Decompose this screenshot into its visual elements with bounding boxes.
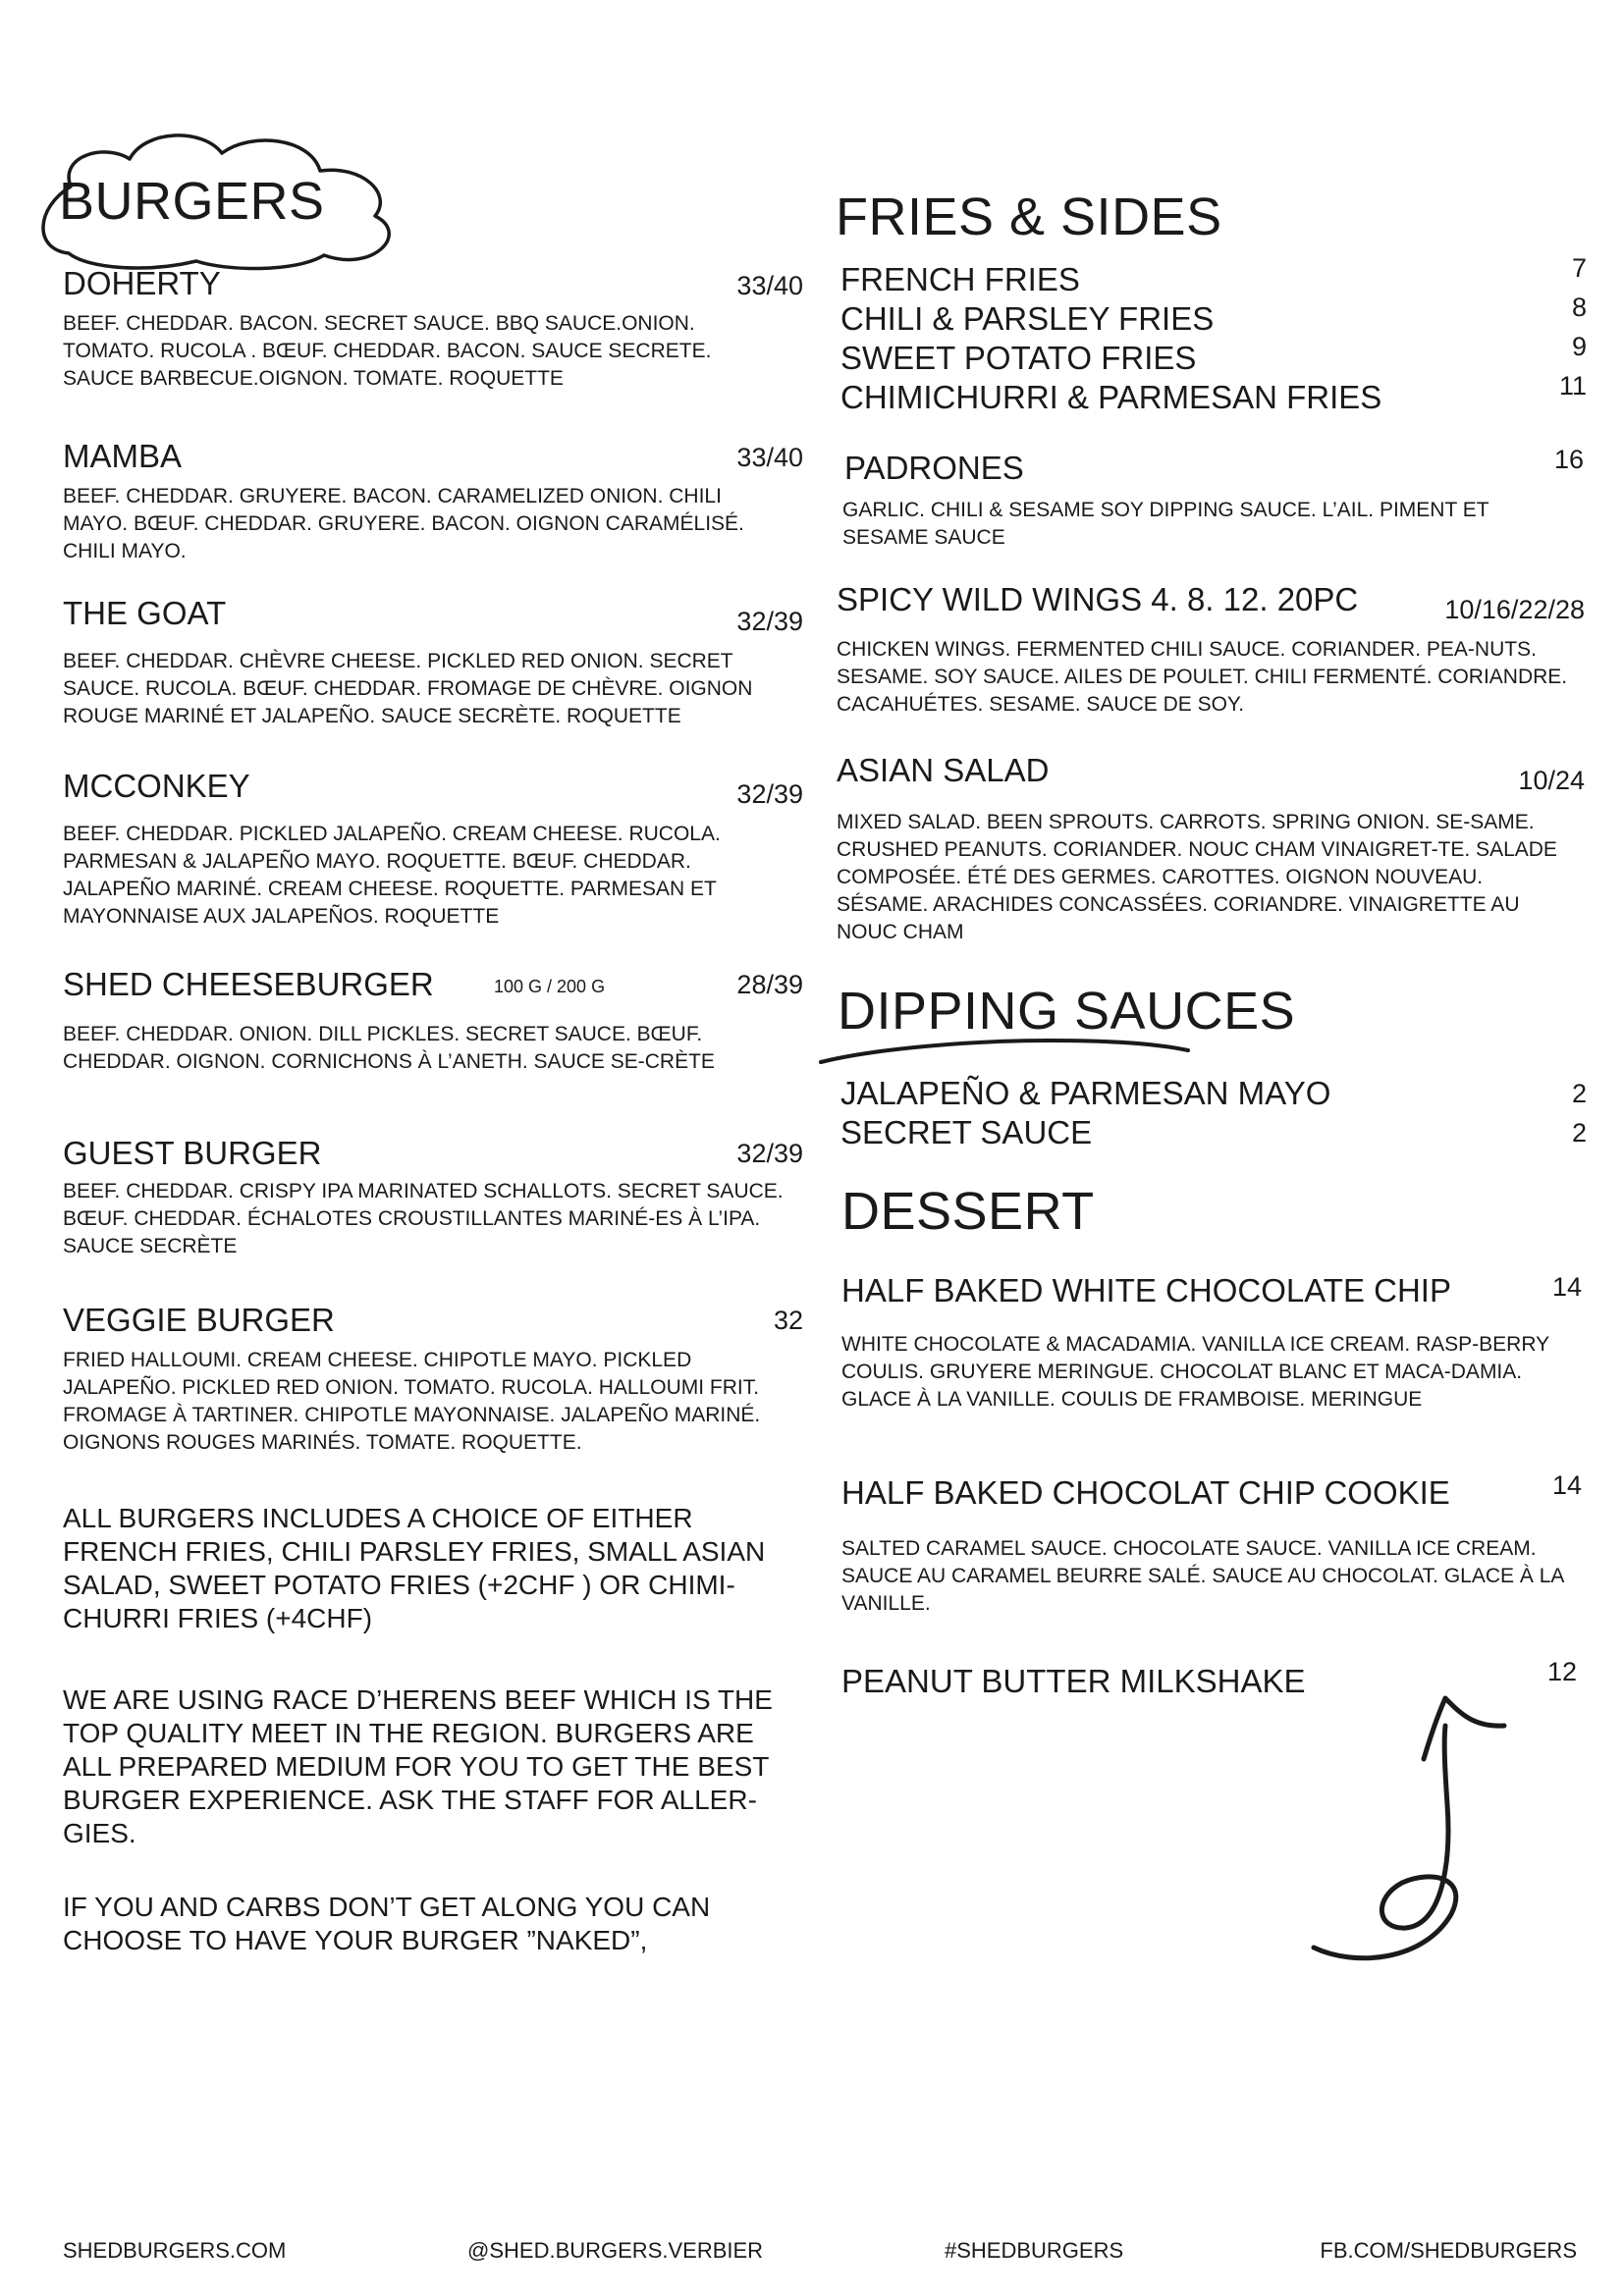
burger-name: MCCONKEY	[63, 768, 250, 804]
burger-description: BEEF. CHEDDAR. CRISPY IPA MARINATED SCHALLOTS. SECRET SAUCE. BŒUF. CHEDDAR. ÉCHALOTES CROUSTILLANTES MARINÉ-ES À L’IPA. SAUCE SECRÈTE	[63, 1180, 784, 1257]
dessert-name: HALF BAKED WHITE CHOCOLATE CHIP	[841, 1272, 1451, 1308]
burger-price: 28/39	[736, 970, 803, 999]
curly-arrow-doodle-icon	[1296, 1686, 1532, 1971]
list-item	[840, 332, 1587, 378]
dipping-sauces-list	[840, 1074, 1587, 1152]
burger-name: GUEST BURGER	[63, 1135, 322, 1171]
burger-price: 32/39	[736, 1139, 803, 1168]
burger-description: FRIED HALLOUMI. CREAM CHEESE. CHIPOTLE MAYO. PICKLED JALAPEÑO. PICKLED RED ONION. TOMATO. RUCOLA. HALLOUMI FRIT. FROMAGE À TARTINER. CHIPOTLE MAYONNAISE. JALAPEÑO MARINÉ. OIGNONS ROUGES MARINÉS. TOMATE. ROQUETTE.	[63, 1349, 761, 1454]
burger-description: BEEF. CHEDDAR. PICKLED JALAPEÑO. CREAM CHEESE. RUCOLA. PARMESAN & JALAPEÑO MAYO. ROQUETTE. BŒUF. CHEDDAR. JALAPEÑO MARINÉ. CREAM CHEESE. ROQUETTE. PARMESAN ET MAYONNAISE AUX JALAPEÑOS. ROQUETTE	[63, 823, 721, 928]
sauce-name: JALAPEÑO & PARMESAN MAYO	[840, 1075, 1331, 1111]
side-price: 16	[1553, 445, 1584, 474]
dipping-sauces-section-title: DIPPING SAUCES	[838, 982, 1296, 1041]
beef-quality-note: WE ARE USING RACE D’HERENS BEEF WHICH IS THE TOP QUALITY MEET IN THE REGION. BURGERS ARE ALL PREPARED MEDIUM FOR YOU TO GET THE BEST BURGER EXPERIENCE. ASK THE STAFF FOR ALLER-GIES.	[63, 1684, 773, 1848]
burger-description: BEEF. CHEDDAR. GRUYERE. BACON. CARAMELIZED ONION. CHILI MAYO. BŒUF. CHEDDAR. GRUYERE. BACON. OIGNON CARAMÉLISÉ. CHILI MAYO.	[63, 485, 744, 562]
side-description: MIXED SALAD. BEEN SPROUTS. CARROTS. SPRING ONION. SE-SAME. CRUSHED PEANUTS. CORIANDER. NOUC CHAM VINAIGRET-TE. SALADE COMPOSÉE. ÉTÉ DES GERMES. CAROTTES. OIGNON NOUVEAU. SÉSAME. ARACHIDES CONCASSÉES. CORIANDRE. VINAIGRETTE AU NOUC CHAM	[837, 811, 1557, 943]
footer-instagram-link[interactable]: @SHED.BURGERS.VERBIER	[467, 2238, 764, 2263]
burger-weight-options: 100 G / 200 G	[494, 977, 606, 996]
dessert-price: 12	[1546, 1657, 1577, 1686]
side-description: GARLIC. CHILI & SESAME SOY DIPPING SAUCE. L’AIL. PIMENT ET SESAME SAUCE	[842, 499, 1489, 549]
burger-name: DOHERTY	[63, 265, 221, 301]
underline-doodle-icon	[817, 1031, 1200, 1070]
fries-price: 9	[1571, 332, 1587, 361]
dessert-section-title: DESSERT	[841, 1182, 1095, 1241]
burger-sides-note: ALL BURGERS INCLUDES A CHOICE OF EITHER FRENCH FRIES, CHILI PARSLEY FRIES, SMALL ASIAN SALAD, SWEET POTATO FRIES (+2CHF ) OR CHIMI-CHURRI FRIES (+4CHF)	[63, 1503, 766, 1633]
burger-price: 33/40	[736, 443, 803, 472]
side-description: CHICKEN WINGS. FERMENTED CHILI SAUCE. CORIANDER. PEA-NUTS. SESAME. SOY SAUCE. AILES DE POULET. CHILI FERMENTÉ. CORIANDRE. CACAHUÉTES. SESAME. SAUCE DE SOY.	[837, 638, 1568, 716]
fries-name: SWEET POTATO FRIES	[840, 340, 1197, 376]
burger-price: 32/39	[736, 779, 803, 809]
dessert-description: WHITE CHOCOLATE & MACADAMIA. VANILLA ICE CREAM. RASP-BERRY COULIS. GRUYERE MERINGUE. CHOCOLAT BLANC ET MACA-DAMIA. GLACE À LA VANILLE. COULIS DE FRAMBOISE. MERINGUE	[841, 1333, 1549, 1411]
side-name: PADRONES	[844, 450, 1024, 486]
footer-website-link[interactable]: SHEDBURGERS.COM	[63, 2238, 287, 2263]
dessert-name: PEANUT BUTTER MILKSHAKE	[841, 1663, 1306, 1699]
burger-name: VEGGIE BURGER	[63, 1302, 335, 1338]
list-item	[840, 371, 1587, 417]
side-name: ASIAN SALAD	[837, 752, 1050, 788]
burgers-section-title: BURGERS	[59, 172, 325, 231]
list-item	[840, 1113, 1587, 1152]
list-item	[840, 293, 1587, 339]
fries-name: CHILI & PARSLEY FRIES	[840, 300, 1215, 337]
fries-list	[840, 253, 1587, 417]
burger-price: 32/39	[736, 607, 803, 636]
burger-description: BEEF. CHEDDAR. BACON. SECRET SAUCE. BBQ SAUCE.ONION. TOMATO. RUCOLA . BŒUF. CHEDDAR. BACON. SAUCE SECRETE. SAUCE BARBECUE.OIGNON. TOMATE. ROQUETTE	[63, 312, 712, 390]
sauce-price: 2	[1571, 1118, 1587, 1148]
list-item	[840, 1074, 1587, 1113]
burger-description: BEEF. CHEDDAR. CHÈVRE CHEESE. PICKLED RED ONION. SECRET SAUCE. RUCOLA. BŒUF. CHEDDAR. FROMAGE DE CHÈVRE. OIGNON ROUGE MARINÉ ET JALAPEÑO. SAUCE SECRÈTE. ROQUETTE	[63, 650, 753, 727]
dessert-name: HALF BAKED CHOCOLAT CHIP COOKIE	[841, 1474, 1450, 1511]
fries-name: CHIMICHURRI & PARMESAN FRIES	[840, 379, 1382, 415]
dessert-price: 14	[1551, 1272, 1582, 1302]
footer-facebook-link[interactable]: FB.COM/SHEDBURGERS	[1320, 2238, 1577, 2263]
fries-name: FRENCH FRIES	[840, 261, 1080, 297]
list-item	[840, 253, 1587, 299]
dessert-description: SALTED CARAMEL SAUCE. CHOCOLATE SAUCE. VANILLA ICE CREAM. SAUCE AU CARAMEL BEURRE SALÉ. SAUCE AU CHOCOLAT. GLACE À LA VANILLE.	[841, 1537, 1564, 1615]
burger-price: 33/40	[736, 271, 803, 300]
burger-price: 32	[773, 1306, 803, 1335]
fries-sides-section-title: FRIES & SIDES	[836, 187, 1222, 246]
fries-price: 11	[1558, 371, 1587, 400]
burger-description: BEEF. CHEDDAR. ONION. DILL PICKLES. SECRET SAUCE. BŒUF. CHEDDAR. OIGNON. CORNICHONS À L’ANETH. SAUCE SE-CRÈTE	[63, 1023, 715, 1073]
side-price: 10/24	[1518, 766, 1585, 795]
footer-hashtag[interactable]: #SHEDBURGERS	[945, 2238, 1124, 2263]
side-price: 10/16/22/28	[1444, 595, 1585, 624]
naked-burger-note: IF YOU AND CARBS DON’T GET ALONG YOU CAN CHOOSE TO HAVE YOUR BURGER ”NAKED”,	[63, 1892, 711, 1955]
fries-price: 7	[1571, 253, 1587, 283]
burger-name: SHED CHEESEBURGER	[63, 966, 434, 1002]
burger-name: THE GOAT	[63, 595, 227, 631]
burger-name: MAMBA	[63, 438, 183, 474]
fries-price: 8	[1571, 293, 1587, 322]
sauce-price: 2	[1571, 1079, 1587, 1108]
dessert-price: 14	[1551, 1470, 1582, 1500]
side-name: SPICY WILD WINGS 4. 8. 12. 20PC	[837, 581, 1359, 617]
sauce-name: SECRET SAUCE	[840, 1114, 1093, 1150]
